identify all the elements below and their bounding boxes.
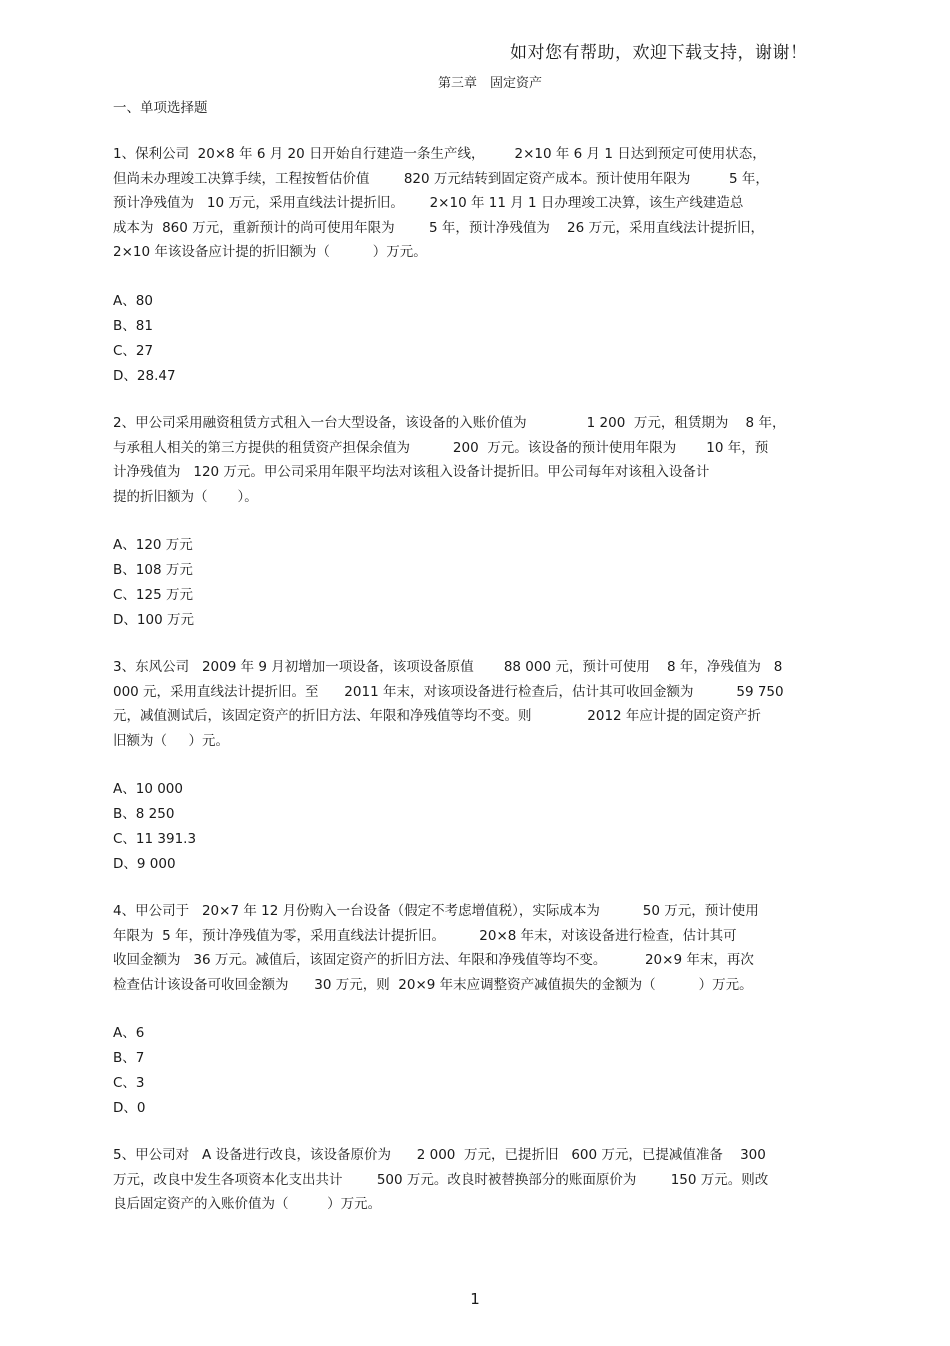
question-2	[113, 411, 843, 633]
option-list	[113, 777, 843, 877]
question-text-line: 但尚未办理竣工决算手续，工程按暂估价值 820 万元结转到固定资产成本。预计使用年限为 5 年，	[113, 170, 769, 187]
question-4	[113, 899, 843, 1121]
option-b: B、108 万元	[113, 562, 193, 579]
question-3	[113, 655, 843, 877]
question-text-line: 年限为 5 年，预计净残值为零，采用直线法计提折旧。 20×8 年末，对该设备进行检查，估计其可	[113, 927, 737, 944]
option-d: D、9 000	[113, 856, 176, 873]
question-1	[113, 142, 843, 389]
question-text-line: 000 元，采用直线法计提折旧。至 2011 年末，对该项设备进行检查后，估计其可收回金额为 59 750	[113, 683, 784, 700]
question-text-line: 万元，改良中发生各项资本化支出共计 500 万元。改良时被替换部分的账面原价为 150 万元。则改	[113, 1171, 769, 1188]
option-a: A、120 万元	[113, 537, 193, 554]
option-c: C、11 391.3	[113, 831, 197, 848]
option-c: C、125 万元	[113, 587, 193, 604]
question-text-line: 成本为 860 万元，重新预计的尚可使用年限为 5 年，预计净残值为 26 万元，采用直线法计提折旧，	[113, 219, 764, 236]
question-text-line: 提的折旧额为（ ）。	[113, 488, 258, 505]
question-text-line: 2×10 年该设备应计提的折旧额为（ ）万元。	[113, 244, 427, 261]
option-d: D、100 万元	[113, 612, 194, 629]
option-list	[113, 533, 843, 633]
chapter-title: 第三章 固定资产	[437, 76, 542, 91]
question-text-line: 旧额为（ ）元。	[113, 732, 229, 749]
question-text-line: 4、甲公司于 20×7 年 12 月份购入一台设备（假定不考虑增值税），实际成本为 50 万元，预计使用	[113, 903, 759, 919]
question-text-line: 计净残值为 120 万元。甲公司采用年限平均法对该租入设备计提折旧。甲公司每年对该租入设备计	[113, 464, 710, 481]
question-text-line: 3、东风公司 2009 年 9 月初增加一项设备，该项设备原值 88 000 元，预计可使用 8 年，净残值为 8	[113, 659, 783, 675]
option-a: A、10 000	[113, 781, 183, 798]
option-list	[113, 1021, 843, 1121]
question-text-line: 良后固定资产的入账价值为（ ）万元。	[113, 1196, 382, 1213]
option-b: B、7	[113, 1050, 145, 1067]
option-c: C、27	[113, 342, 154, 359]
option-a: A、6	[113, 1025, 145, 1042]
option-c: C、3	[113, 1075, 145, 1092]
question-text-line: 5、甲公司对 A 设备进行改良，该设备原价为 2 000 万元，已提折旧 600 万元，已提减值准备 300	[113, 1147, 766, 1163]
option-d: D、0	[113, 1100, 146, 1117]
option-b: B、8 250	[113, 806, 175, 823]
header-note: 如对您有帮助，欢迎下载支持，谢谢！	[510, 43, 808, 63]
option-d: D、28.47	[113, 367, 176, 384]
question-text-line: 收回金额为 36 万元。减值后，该固定资产的折旧方法、年限和净残值等均不变。 20×9 年末，再次	[113, 952, 754, 969]
question-text-line: 检查估计该设备可收回金额为 30 万元，则 20×9 年末应调整资产减值损失的金额为（ ）万元。	[113, 976, 753, 993]
option-b: B、81	[113, 317, 153, 334]
question-text-line: 2、甲公司采用融资租赁方式租入一台大型设备，该设备的入账价值为 1 200 万元，租赁期为 8 年，	[113, 415, 786, 431]
question-text-line: 预计净残值为 10 万元，采用直线法计提折旧。 2×10 年 11 月 1 日办理竣工决算，该生产线建造总	[113, 195, 744, 212]
page-number: 1	[470, 1290, 480, 1308]
question-text-line: 与承租人相关的第三方提供的租赁资产担保余值为 200 万元。该设备的预计使用年限为 10 年，预	[113, 439, 769, 456]
option-a: A、80	[113, 292, 153, 309]
question-text-line: 元，减值测试后，该固定资产的折旧方法、年限和净残值等均不变。则 2012 年应计提的固定资产折	[113, 708, 761, 725]
question-text-line: 1、保利公司 20×8 年 6 月 20 日开始自行建造一条生产线， 2×10 年 6 月 1 日达到预定可使用状态，	[113, 146, 766, 162]
question-5	[113, 1143, 843, 1217]
section-heading: 一、单项选择题	[113, 100, 208, 116]
option-list	[113, 289, 843, 389]
